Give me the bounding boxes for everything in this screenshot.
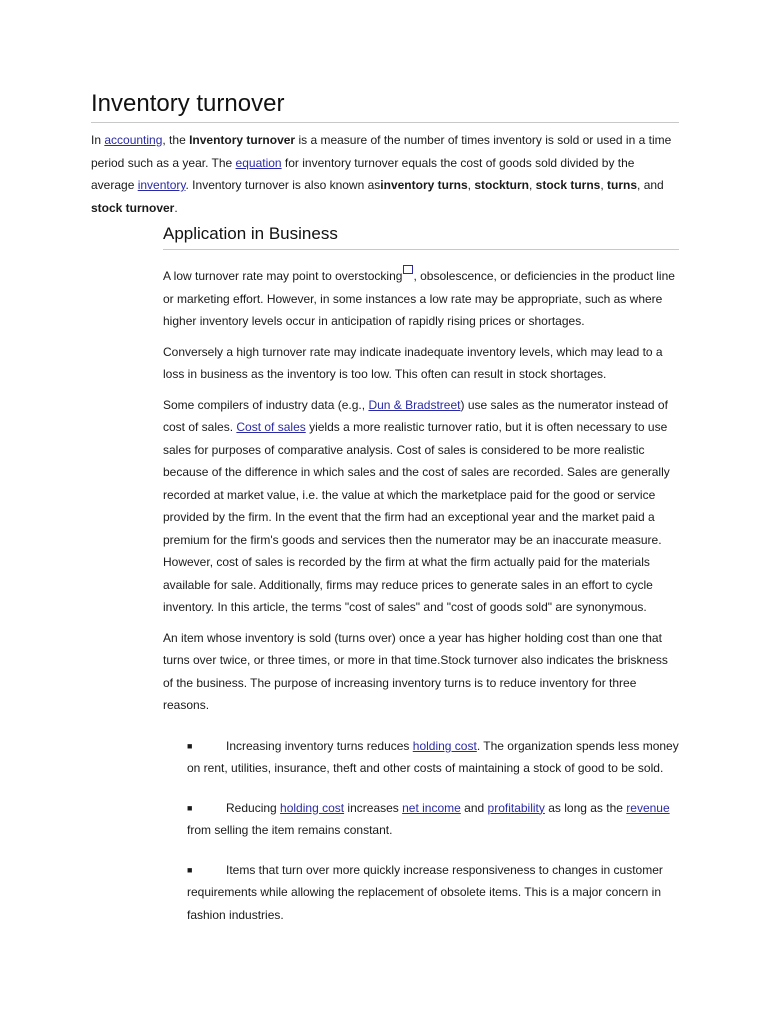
paragraph-text: yields a more realistic turnover ratio, but it is often necessary to use sales for purposes of comparative analysis. Cost of sales is considered to be more realistic because of the difference in which sales and the cost of sales are recorded. Sales are generally recorded at market value, i.e. the value at which the marketplace paid for the good or service provided by the firm. In the event that the firm had an exceptional year and the market paid a premium for the firm's goods and services then the numerator may be an inaccurate measure. However, cost of sales is recorded by the firm at what the firm actually paid for the materials available for sale. Additionally, firms may reduce prices to generate sales in an effort to cycle inventory. In this article, the terms "cost of sales" and "cost of goods sold" are synonymous. (163, 420, 670, 614)
intro-text: is a measure of the number of times inventory is sold or used in a time period such as a year. The (91, 133, 672, 170)
link-dun-bradstreet[interactable]: Dun & Bradstreet (368, 397, 461, 412)
list-item (187, 735, 679, 780)
intro-paragraph (91, 129, 681, 219)
link-inventory[interactable]: inventory (137, 178, 186, 192)
paragraph-text: Some compilers of industry data (e.g., (163, 397, 369, 412)
bullet-list (163, 735, 679, 927)
list-item-text: Items that turn over more quickly increase responsiveness to changes in customer requirements while allowing the replacement of obsolete items. This is a major concern in fashion industries. (187, 862, 663, 922)
paragraph-low-turnover (163, 265, 679, 333)
intro-text: , (600, 178, 608, 192)
link-cost-of-sales[interactable]: Cost of sales (236, 420, 306, 434)
section-heading: Application in Business (163, 222, 679, 250)
intro-text: . Inventory turnover is also known as (185, 178, 381, 192)
link-profitability[interactable]: profitability (487, 800, 545, 815)
paragraph-text: A low turnover rate may point to overstocking (163, 269, 403, 283)
intro-text: , (529, 178, 536, 192)
link-holding-cost[interactable]: holding cost (280, 800, 345, 815)
list-item (187, 797, 679, 842)
term-turns: turns (607, 178, 638, 192)
bullet-square-icon: ■ (187, 802, 193, 813)
intro-text: , (467, 178, 475, 192)
intro-text: , and (637, 178, 664, 192)
list-item (187, 859, 679, 927)
paragraph-high-turnover: Conversely a high turnover rate may indicate inadequate inventory levels, which may lead to a loss in business as the inventory is too low. This often can result in stock shortages. (163, 344, 663, 381)
term-stock-turnover: stock turnover (91, 200, 175, 215)
section-application (163, 222, 679, 943)
term-stock-turns: stock turns (535, 178, 601, 192)
term-inventory-turnover: Inventory turnover (189, 133, 296, 147)
list-item-text: as long as the (544, 800, 627, 815)
intro-text: . (174, 200, 178, 215)
intro-text: for inventory turnover equals the cost of goods sold divided by the average (91, 155, 635, 192)
list-item-text: from selling the item remains constant. (187, 823, 393, 837)
paragraph-holding-cost: An item whose inventory is sold (turns over) once a year has higher holding cost than one that turns over twice, or three times, or more in that time.Stock turnover also indicates the briskness of the business. The purpose of increasing inventory turns is to reduce inventory for three reasons. (163, 630, 668, 712)
paragraph-text: ) use sales as the numerator instead of cost of sales. (163, 397, 668, 434)
list-item-text: . The organization spends less money on rent, utilities, insurance, theft and other costs of maintaining a stock of good to be sold. (187, 738, 679, 775)
link-revenue[interactable]: revenue (626, 800, 670, 815)
bullet-square-icon: ■ (187, 740, 193, 751)
external-link-icon[interactable] (403, 265, 413, 274)
term-inventory-turns: inventory turns (380, 178, 468, 192)
term-stockturn: stockturn (474, 178, 529, 192)
link-net-income[interactable]: net income (402, 800, 461, 815)
bullet-square-icon: ■ (187, 864, 193, 875)
list-item-text: Increasing inventory turns reduces (226, 738, 413, 753)
paragraph-compilers (163, 394, 679, 619)
list-item-text: increases (344, 800, 403, 815)
paragraph-text: , obsolescence, or deficiencies in the product line or marketing effort. However, in some instances a low rate may be appropriate, such as where higher inventory levels occur in anticipation of rapidly rising prices or shortages. (163, 269, 675, 328)
intro-text: , the (162, 133, 190, 147)
link-accounting[interactable]: accounting (104, 133, 163, 147)
page-title: Inventory turnover (91, 88, 679, 123)
link-holding-cost[interactable]: holding cost (412, 738, 477, 753)
link-equation[interactable]: equation (235, 155, 282, 170)
intro-text: In (91, 133, 105, 147)
list-item-text: Reducing (226, 800, 281, 815)
list-item-text: and (460, 800, 488, 815)
